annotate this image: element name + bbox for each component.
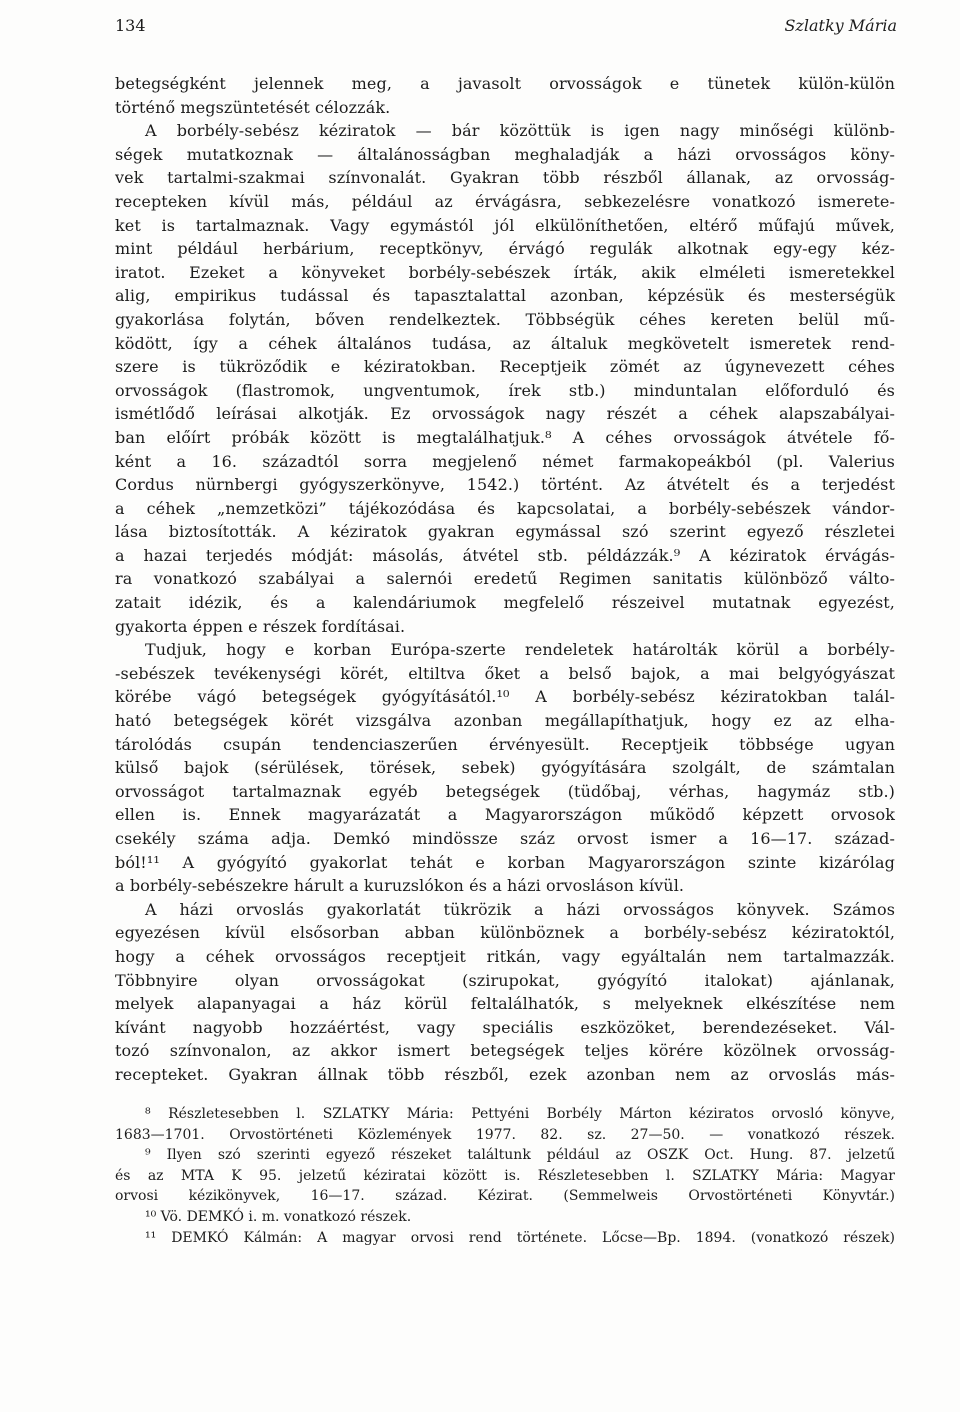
body-text-line: a borbély-sebészekre hárult a kuruzslókon és a házi orvosláson kívül. xyxy=(115,876,685,896)
footnote-line: ¹¹ DEMKÓ Kálmán: A magyar orvosi rend története. Lőcse—Bp. 1894. (vonatkozó részek) xyxy=(145,1229,895,1246)
body-text-line: szere is tükröződik e kéziratokban. Receptjeik zömét az úgynevezett céhes xyxy=(115,357,895,377)
body-text-line: ból!¹¹ A gyógyító gyakorlat tehát e korban Magyarországon szinte kizárólag xyxy=(115,852,895,872)
body-text-line: orvosságot tartalmaznak egyéb betegségek (tüdőbaj, vérhas, hagymáz stb.) xyxy=(115,781,895,801)
body-text-line: tárolódás csupán tendenciaszerűen érvényesült. Receptjeik többsége ugyan xyxy=(115,734,895,754)
footnote-line: orvosi kézikönyvek, 16—17. század. Kézirat. (Semmelweis Orvostörténeti Könyvtár.) xyxy=(115,1188,895,1205)
body-text xyxy=(115,72,895,1087)
body-text-line: ható betegségek körét vizsgálva azonban megállapíthatjuk, hogy ez az elha- xyxy=(115,711,895,731)
body-text-line: egyezésen kívül elsősorban abban különböznek a borbély-sebész kéziratoktól, xyxy=(115,923,895,943)
body-text-line: Tudjuk, hogy e korban Európa-szerte rendeletek határolták körül a borbély- xyxy=(145,640,895,660)
body-text-line: ismétlődő leírásai alkotják. Ez orvosságok nagy részét a céhek alapszabályai- xyxy=(115,404,895,424)
body-text-line: lása biztosították. A kéziratok gyakran egymással szó szerint egyező részletei xyxy=(115,522,895,542)
body-text-line: gyakorlása folytán, bőven rendelkeztek. Többségük céhes kereten belül mű- xyxy=(115,309,895,329)
body-text-line: ként a 16. századtól sorra megjelenő német farmakopeákból (pl. Valerius xyxy=(115,451,895,471)
body-text-line: ban előírt próbák között is megtalálhatjuk.⁸ A céhes orvosságok átvétele fő- xyxy=(115,427,895,447)
body-text-line: vek tartalmi-szakmai színvonalát. Gyakran több részből állanak, az orvosság- xyxy=(115,168,895,188)
body-text-line: kívánt nagyobb hozzáértést, vagy speciális eszközöket, berendezéseket. Vál- xyxy=(115,1017,895,1037)
body-text-line: ellen is. Ennek magyarázatát a Magyarországon működő képzett orvosok xyxy=(115,805,895,825)
body-text-line: hogy a céhek orvosságos receptjeit ritkán, vagy egyáltalán nem tartalmazzák. xyxy=(115,946,895,966)
page-header xyxy=(115,16,897,44)
footnote-line: ⁸ Részletesebben l. SZLATKY Mária: Pettyéni Borbély Márton kéziratos orvosló könyve, xyxy=(145,1106,895,1122)
body-text-line: A borbély-sebész kéziratok — bár közöttük is igen nagy minőségi különb- xyxy=(145,121,895,141)
body-text-line: a céhek „nemzetközi” tájékozódása és kapcsolatai, a borbély-sebészek vándor- xyxy=(115,498,895,518)
body-text-line: Cordus nürnbergi gyógyszerkönyve, 1542.) történt. Az átvételt és a terjedést xyxy=(115,475,895,495)
body-text-line: betegségként jelennek meg, a javasolt orvosságok e tünetek külön-külön xyxy=(115,74,895,93)
body-text-line: gyakorta éppen e részek fordításai. xyxy=(115,616,406,636)
body-text-line: külső bajok (sérülések, törések, sebek) gyógyítására szolgált, de számtalan xyxy=(115,758,895,778)
body-text-line: -sebészek tevékenységi körét, eltiltva őket a belső bajok, a mai belgyógyászat xyxy=(115,663,895,683)
body-text-line: alig, empirikus tudással és tapasztalattal azonban, képzésük és mesterségük xyxy=(115,286,895,306)
body-text-line: recepteken kívül más, például az érvágásra, sebkezelésre vonatkozó ismerete- xyxy=(115,191,895,211)
body-text-line: ket is tartalmaznak. Vagy egymástól jól elkülöníthetően, eltérő műfajú művek, xyxy=(115,215,895,235)
body-text-line: csekély száma adja. Demkó mindössze száz orvost ismer a 16—17. század- xyxy=(115,829,895,848)
body-text-line: ra vonatkozó szabályai a salernói eredetű Regimen sanitatis különböző válto- xyxy=(115,569,895,589)
body-text-line: iratot. Ezeket a könyveket borbély-sebészek írták, akik elméleti ismeretekkel xyxy=(115,262,895,282)
body-text-line: ségek mutatkoznak — általánosságban meghaladják a házi orvosságos köny- xyxy=(115,144,895,164)
body-text-line: tozó színvonalon, az akkor ismert betegségek teljes körére közölnek orvosság- xyxy=(115,1041,895,1061)
footnote-line: és az MTA K 95. jelzetű kéziratai között is. Részletesebben l. SZLATKY Mária: Magyar xyxy=(115,1167,895,1184)
body-text-line: történő megszüntetését célozzák. xyxy=(115,97,391,117)
body-text-line: zatait idézik, és a kalendáriumok megfelelő részeivel mutatnak egyezést, xyxy=(115,593,895,613)
body-text-line: orvosságok (flastromok, ungventumok, írek stb.) minduntalan előforduló és xyxy=(115,380,895,400)
body-text-line: A házi orvoslás gyakorlatát tükrözik a házi orvosságos könyvek. Számos xyxy=(145,899,895,919)
footnote-line: 1683—1701. Orvostörténeti Közlemények 1977. 82. sz. 27—50. — vonatkozó részek. xyxy=(115,1126,895,1143)
footnotes xyxy=(115,1104,895,1248)
body-text-line: recepteket. Gyakran állnak több részből, ezek azonban nem az orvoslás más- xyxy=(115,1064,895,1084)
body-text-line: mint például herbárium, receptkönyv, érvágó regulák alkotnak egy-egy kéz- xyxy=(115,239,895,259)
body-text-line: a hazai terjedés módját: másolás, átvétel stb. példázzák.⁹ A kéziratok érvágás- xyxy=(115,545,895,565)
footnote-line: ⁹ Ilyen szó szerinti egyező részeket találtunk például az OSZK Oct. Hung. 87. jelzetű xyxy=(145,1147,895,1164)
page-number: 134 xyxy=(115,16,146,35)
body-text-line: melyek alapanyagai a ház körül feltalálhatók, s melyeknek elkészítése nem xyxy=(115,994,895,1014)
running-head-author: Szlatky Mária xyxy=(784,16,897,35)
body-text-line: körébe vágó betegségek gyógyításától.¹⁰ A borbély-sebész kéziratokban talál- xyxy=(115,687,895,707)
body-text-line: ködött, így a céhek általános tudása, az általuk megkövetelt ismeretek rend- xyxy=(115,333,895,353)
body-text-line: Többnyire olyan orvosságokat (szirupokat, gyógyító italokat) ajánlanak, xyxy=(115,970,895,990)
footnote-line: ¹⁰ Vö. DEMKÓ i. m. vonatkozó részek. xyxy=(145,1208,412,1225)
